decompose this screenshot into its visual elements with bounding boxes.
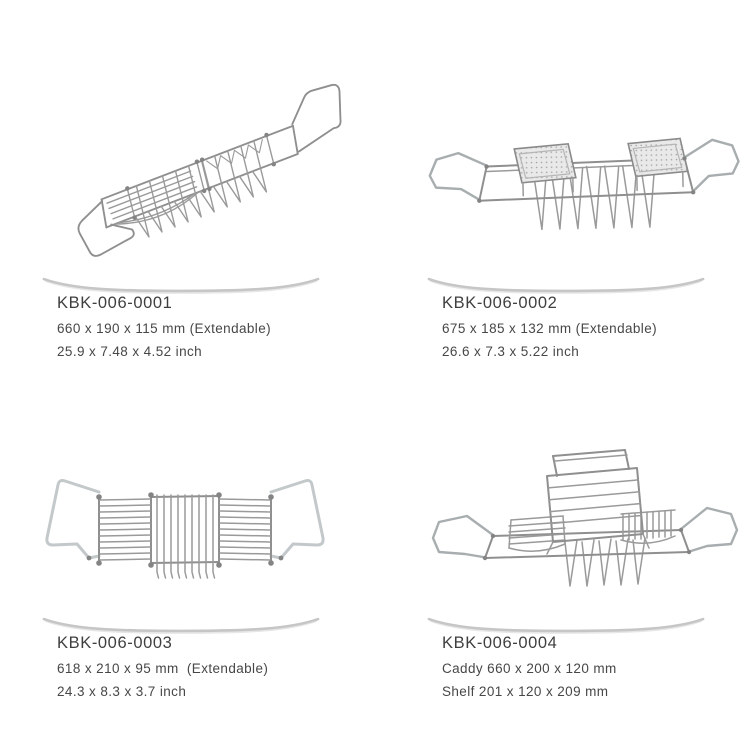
product-dimensions-mm: 618 x 210 x 95 mm (Extendable) <box>57 661 269 676</box>
product-dimensions-inch: 26.6 x 7.3 x 5.22 inch <box>442 344 580 359</box>
bathtub-caddy-grid-illustration <box>35 470 335 595</box>
divider-arc <box>423 276 709 294</box>
product-code: KBK-006-0003 <box>57 634 173 652</box>
product-dimensions-inch: 24.3 x 8.3 x 3.7 inch <box>57 684 187 699</box>
bathtub-caddy-diagonal-illustration <box>45 75 355 280</box>
divider-arc <box>423 616 709 634</box>
product-photo-4 <box>425 442 745 607</box>
product-dimensions-shelf: Shelf 201 x 120 x 209 mm <box>442 684 609 699</box>
product-card-4 <box>415 380 745 720</box>
product-code: KBK-006-0002 <box>442 294 558 312</box>
bathtub-caddy-soap-tray-illustration <box>425 112 745 252</box>
bathtub-caddy-reading-shelf-illustration <box>425 442 745 607</box>
product-dimensions-mm: 660 x 190 x 115 mm (Extendable) <box>57 321 272 336</box>
product-card-1 <box>30 40 360 380</box>
product-photo-2 <box>425 112 745 252</box>
product-dimensions-inch: 25.9 x 7.48 x 4.52 inch <box>57 344 203 359</box>
product-card-3 <box>30 380 360 720</box>
divider-arc <box>38 616 324 634</box>
product-code: KBK-006-0004 <box>442 634 558 652</box>
product-photo-3 <box>35 470 335 595</box>
product-code: KBK-006-0001 <box>57 294 173 312</box>
divider-arc <box>38 276 324 294</box>
product-photo-1 <box>45 75 355 280</box>
product-dimensions-caddy: Caddy 660 x 200 x 120 mm <box>442 661 617 676</box>
product-card-2 <box>415 40 745 380</box>
product-dimensions-mm: 675 x 185 x 132 mm (Extendable) <box>442 321 658 336</box>
